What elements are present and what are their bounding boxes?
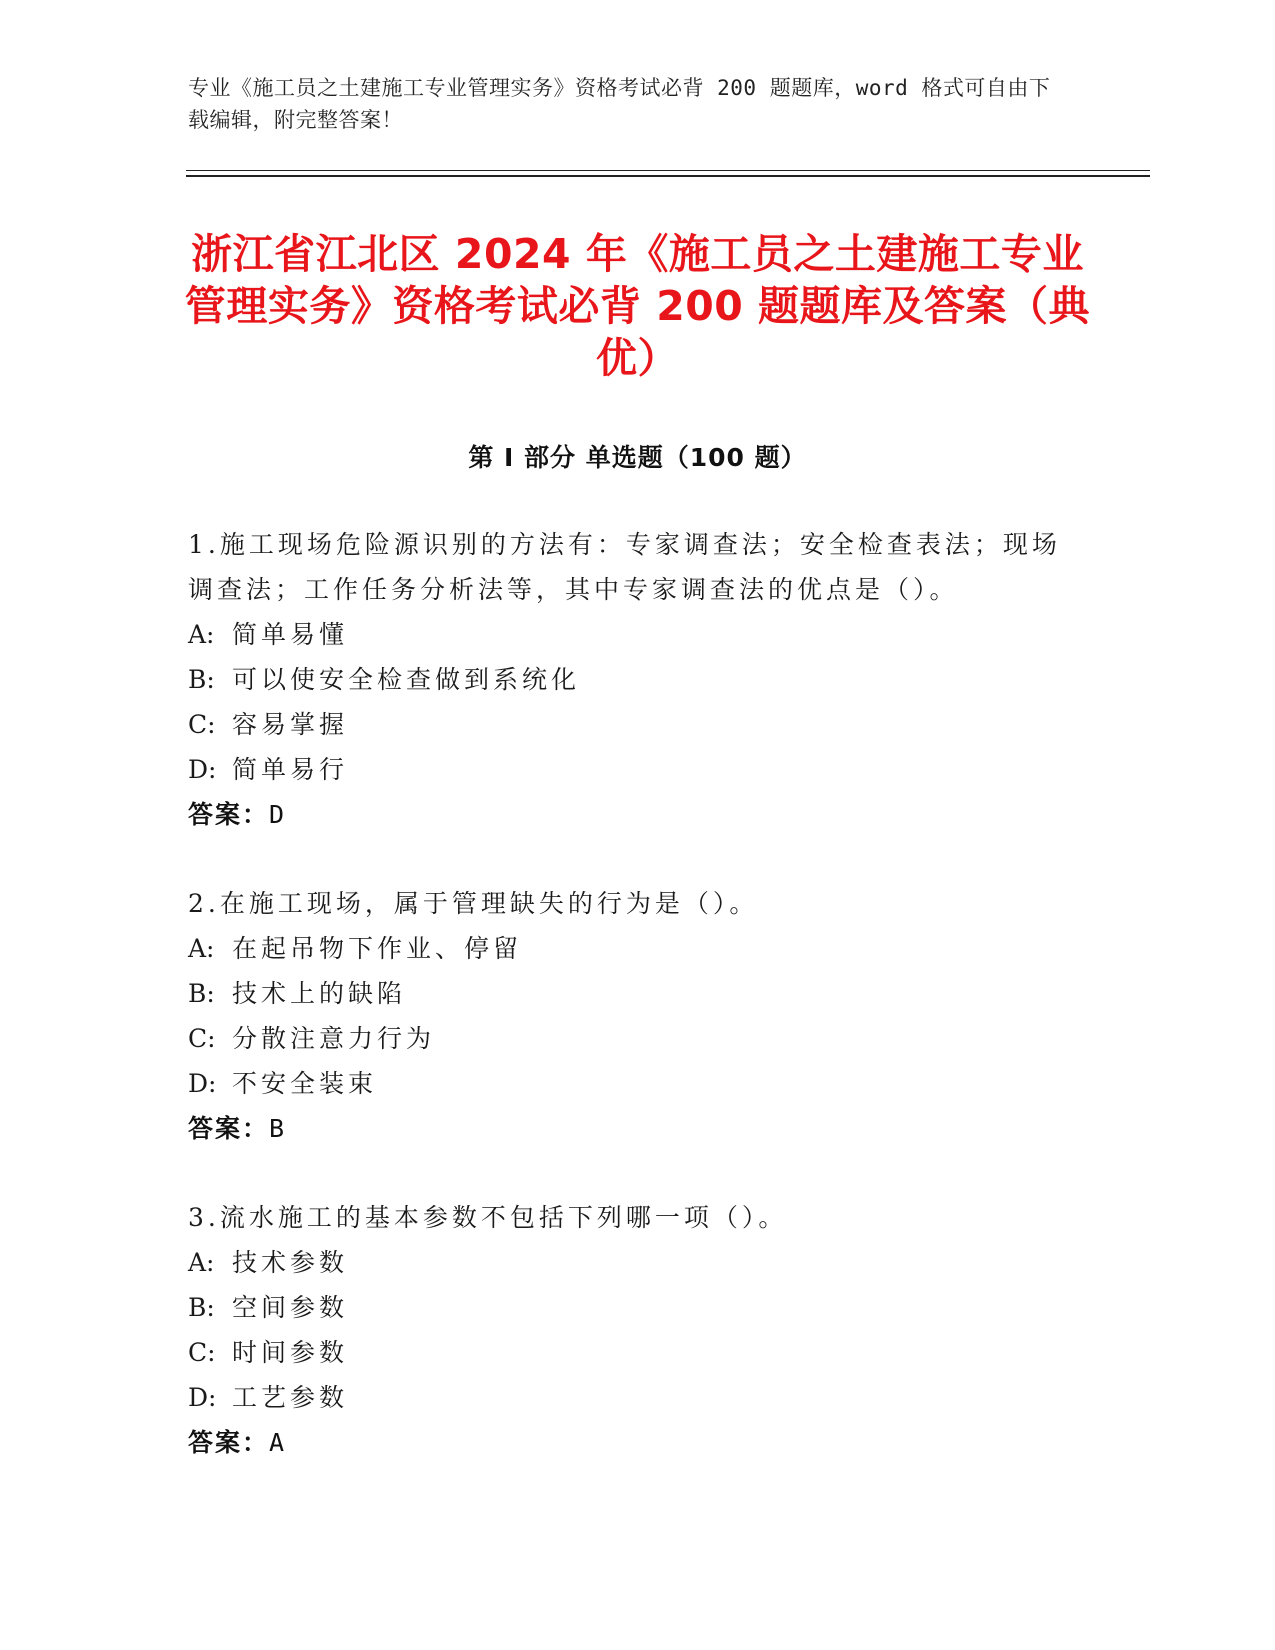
question-item — [188, 1195, 1068, 1465]
question-item — [188, 522, 1068, 837]
answer-line — [188, 792, 1068, 837]
answer-line — [188, 1106, 1068, 1151]
answer-value: D — [269, 800, 285, 829]
option-a — [188, 926, 1068, 971]
answer-line — [188, 1420, 1068, 1465]
answer-value: A — [269, 1428, 285, 1457]
header-note: 专业《施工员之土建施工专业管理实务》资格考试必背 200 题题库，word 格式可自由下载编辑，附完整答案！ — [188, 76, 1051, 132]
option-b — [188, 971, 1068, 1016]
option-text: 简单易懂 — [232, 620, 349, 649]
option-letter: C: — [188, 1338, 216, 1367]
document-title: 浙江省江北区 2024 年《施工员之土建施工专业管理实务》资格考试必背 200 题题库及答案（典优） — [184, 230, 1091, 382]
option-letter: D: — [188, 1069, 217, 1098]
answer-label: 答案： — [188, 1428, 270, 1457]
answer-label: 答案： — [188, 1114, 270, 1143]
option-letter: D: — [188, 755, 217, 784]
option-a — [188, 1240, 1068, 1285]
option-text: 技术上的缺陷 — [232, 979, 407, 1008]
question-item — [188, 881, 1068, 1151]
question-stem: 1.施工现场危险源识别的方法有：专家调查法；安全检查表法；现场调查法；工作任务分析法等，其中专家调查法的优点是（）。 — [188, 530, 1061, 604]
option-text: 技术参数 — [232, 1248, 349, 1277]
option-d — [188, 747, 1068, 792]
option-text: 容易掌握 — [232, 710, 349, 739]
option-b — [188, 657, 1068, 702]
question-stem: 2.在施工现场，属于管理缺失的行为是（）。 — [188, 889, 759, 918]
option-d — [188, 1375, 1068, 1420]
answer-value: B — [269, 1114, 285, 1143]
answer-label: 答案： — [188, 800, 270, 829]
header-rule-thin — [186, 170, 1150, 171]
section-heading: 第 I 部分 单选题（100 题） — [468, 443, 807, 472]
option-c — [188, 1330, 1068, 1375]
option-text: 分散注意力行为 — [232, 1024, 436, 1053]
option-letter: B: — [188, 1293, 215, 1322]
option-letter: A: — [188, 1248, 215, 1277]
option-text: 在起吊物下作业、停留 — [232, 934, 523, 963]
header-rule-thick — [186, 175, 1150, 177]
option-letter: B: — [188, 979, 215, 1008]
option-letter: B: — [188, 665, 215, 694]
option-b — [188, 1285, 1068, 1330]
option-letter: A: — [188, 620, 215, 649]
option-letter: C: — [188, 710, 216, 739]
question-stem: 3.流水施工的基本参数不包括下列哪一项（）。 — [188, 1203, 788, 1232]
option-d — [188, 1061, 1068, 1106]
option-letter: C: — [188, 1024, 216, 1053]
option-letter: A: — [188, 934, 215, 963]
option-letter: D: — [188, 1383, 217, 1412]
option-text: 工艺参数 — [232, 1383, 349, 1412]
option-text: 空间参数 — [232, 1293, 349, 1322]
option-text: 时间参数 — [232, 1338, 349, 1367]
option-text: 简单易行 — [232, 755, 349, 784]
option-text: 不安全装束 — [232, 1069, 378, 1098]
option-text: 可以使安全检查做到系统化 — [232, 665, 581, 694]
question-list — [188, 522, 1068, 1509]
option-c — [188, 1016, 1068, 1061]
option-c — [188, 702, 1068, 747]
option-a — [188, 612, 1068, 657]
